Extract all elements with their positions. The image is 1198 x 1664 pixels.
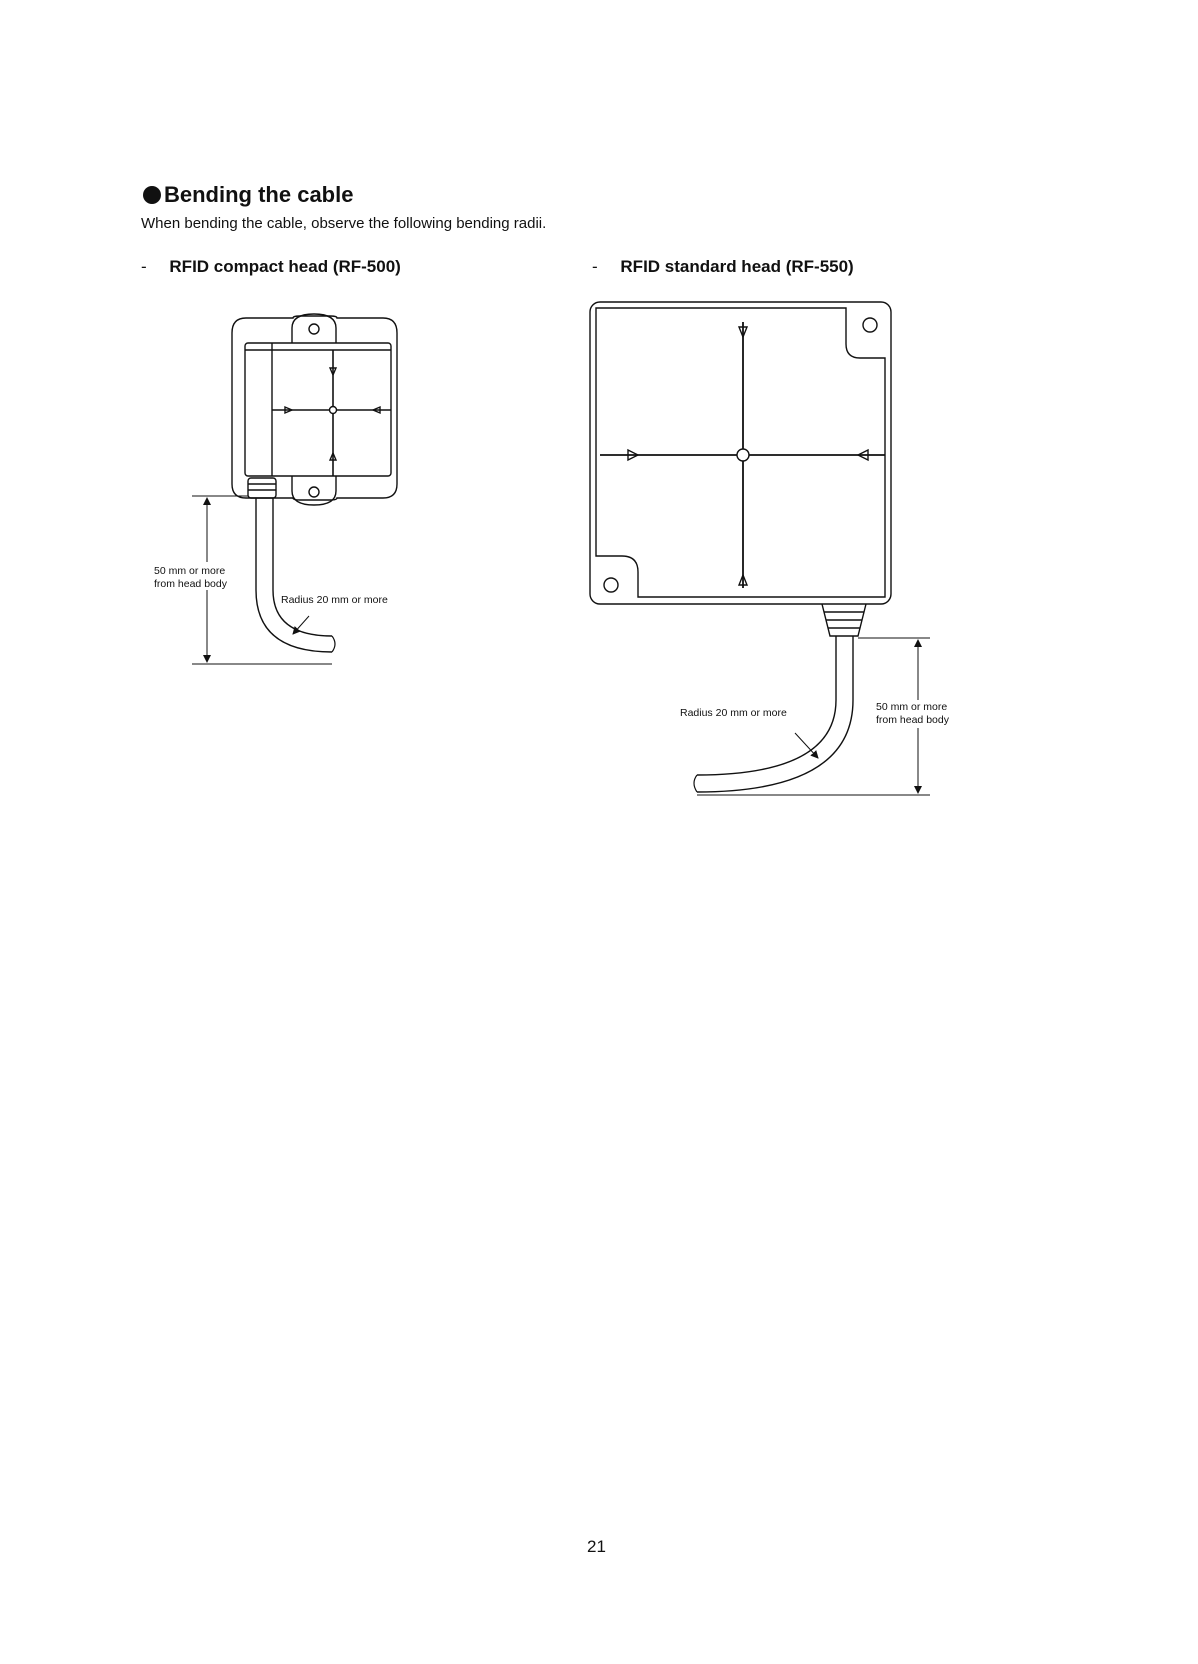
caption-line: 50 mm or more bbox=[876, 701, 948, 713]
caption-line: from head body bbox=[876, 714, 949, 726]
standard-radius-leader bbox=[795, 733, 818, 758]
standard-distance-caption bbox=[876, 701, 949, 727]
caption-line: 50 mm or more bbox=[154, 565, 226, 577]
compact-radius-caption: Radius 20 mm or more bbox=[281, 594, 388, 606]
compact-bottom-hole bbox=[309, 487, 319, 497]
compact-distance-caption bbox=[154, 565, 227, 591]
compact-top-hole bbox=[309, 324, 319, 334]
standard-bottom-left-hole bbox=[604, 578, 618, 592]
compact-head-diagram bbox=[192, 314, 397, 664]
compact-head-heading-text: RFID compact head (RF-500) bbox=[169, 257, 401, 276]
intro-paragraph: When bending the cable, observe the following bending radii. bbox=[141, 215, 547, 232]
compact-connector bbox=[248, 478, 276, 498]
standard-radius-caption: Radius 20 mm or more bbox=[680, 707, 787, 719]
standard-head-heading-text: RFID standard head (RF-550) bbox=[620, 257, 854, 276]
compact-top-ear bbox=[292, 314, 336, 343]
standard-cable bbox=[697, 636, 836, 775]
section-title-text: Bending the cable bbox=[164, 182, 354, 207]
caption-line: from head body bbox=[154, 578, 227, 590]
standard-top-right-hole bbox=[863, 318, 877, 332]
heading-dash: - bbox=[592, 257, 598, 276]
page-number: 21 bbox=[587, 1537, 606, 1556]
heading-dash: - bbox=[141, 257, 147, 276]
